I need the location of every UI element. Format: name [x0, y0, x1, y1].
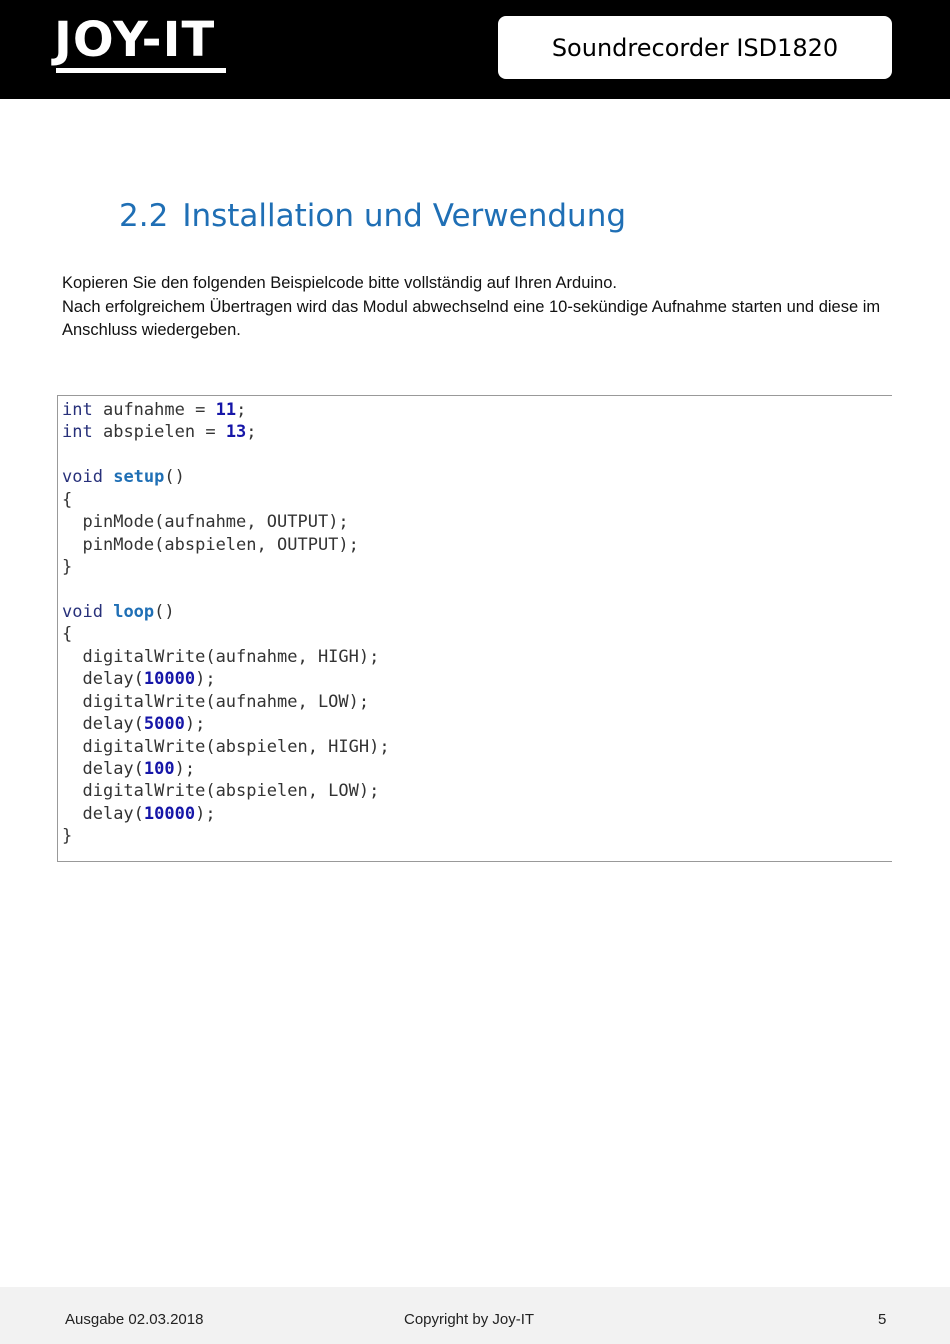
code-line: void loop()	[62, 601, 175, 622]
code-line: }	[62, 557, 73, 578]
code-line	[62, 444, 390, 466]
code-line: digitalWrite(aufnahme, LOW);	[82, 691, 370, 712]
code-line: delay(100);	[82, 759, 196, 779]
code-line: }	[62, 826, 73, 847]
joy-it-logo	[54, 12, 230, 74]
section-heading	[119, 196, 626, 236]
footer-date: Ausgabe 02.03.2018	[65, 1311, 204, 1328]
page-footer	[0, 1287, 950, 1344]
code-line: {	[62, 489, 73, 510]
intro-text	[62, 272, 902, 343]
code-line: digitalWrite(aufnahme, HIGH);	[82, 646, 380, 667]
logo-underline	[56, 68, 226, 73]
logo-text: JOY-IT	[54, 12, 216, 68]
code-line: {	[62, 624, 73, 645]
code-line: digitalWrite(abspielen, HIGH);	[82, 736, 390, 757]
document-title-box	[498, 16, 892, 79]
code-line	[62, 579, 390, 601]
code-block	[62, 399, 390, 848]
section-title: Installation und Verwendung	[182, 198, 627, 234]
code-line: digitalWrite(abspielen, LOW);	[82, 781, 380, 802]
code-line: delay(10000);	[82, 669, 216, 690]
code-line: pinMode(abspielen, OUTPUT);	[82, 534, 359, 555]
code-line: delay(5000);	[82, 714, 206, 735]
page-number: 5	[878, 1311, 887, 1328]
footer-copyright: Copyright by Joy-IT	[404, 1311, 535, 1328]
code-line: pinMode(aufnahme, OUTPUT);	[82, 512, 349, 533]
code-line: delay(10000);	[82, 803, 216, 824]
section-number: 2.2	[119, 198, 169, 234]
document-title: Soundrecorder ISD1820	[551, 33, 839, 62]
code-line: int abspielen = 13;	[62, 422, 257, 443]
code-line: int aufnahme = 11;	[62, 400, 247, 420]
intro-paragraph: Kopieren Sie den folgenden Beispielcode bitte vollständig auf Ihren Arduino.	[62, 274, 617, 292]
code-line: void setup()	[62, 467, 185, 488]
intro-paragraph: Nach erfolgreichem Übertragen wird das Modul abwechselnd eine 10-sekündige Aufnahme starten und diese im Anschluss wiedergeben.	[62, 297, 881, 339]
page-header	[0, 0, 950, 99]
